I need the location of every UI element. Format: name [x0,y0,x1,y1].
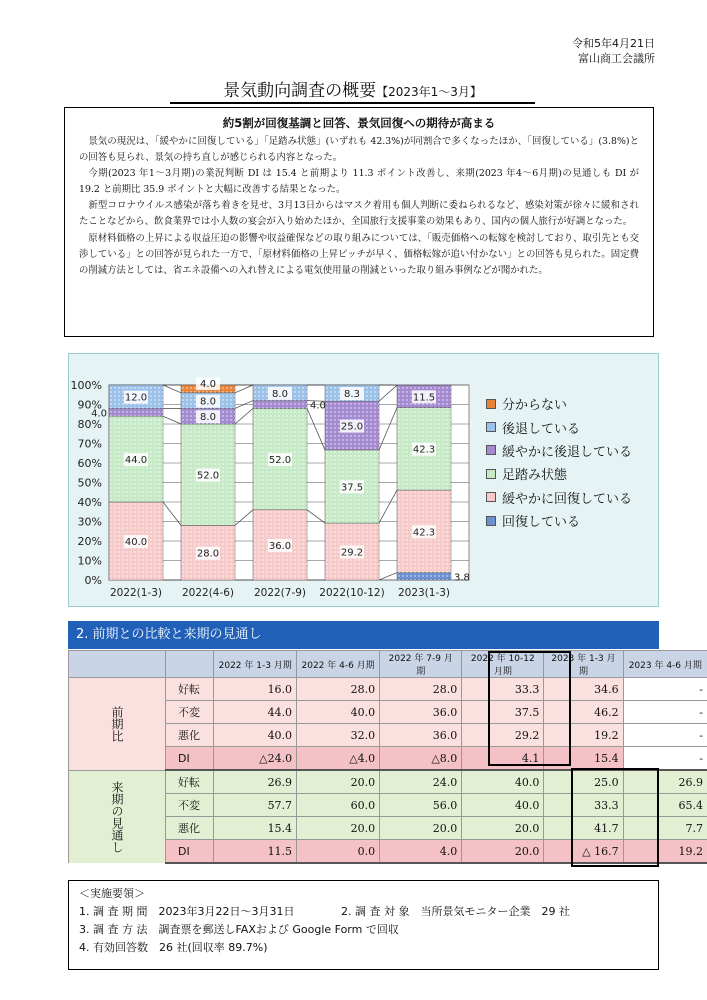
table-cell: 20.0 [462,817,544,840]
legend-swatch [486,492,496,502]
bar-segment-texture [109,408,163,416]
x-tick-label: 2022(4-6) [181,587,235,599]
table-cell: 40.0 [462,794,544,817]
table-cell: 57.7 [214,794,297,817]
table-cell: 60.0 [297,794,380,817]
table-cell: 36.0 [380,724,462,747]
table-cell: 4.1 [462,747,544,771]
table-cell: 26.9 [623,770,707,794]
legend-label: 回復している [502,515,581,531]
y-tick-label: 40% [77,496,102,509]
y-tick-label: 20% [77,535,102,548]
data-label: 28.0 [196,548,220,560]
page-title [170,76,535,104]
table-cell: 34.6 [544,678,623,701]
table-cell: △24.0 [214,747,297,771]
table-cell: 36.0 [380,701,462,724]
title-main: 景気動向調査の概要 [223,81,377,101]
legend-swatch [486,422,496,432]
table-cell: 33.3 [544,794,623,817]
row-label: DI [166,840,214,864]
table-cell: 40.0 [297,701,380,724]
table-cell: - [623,701,707,724]
data-label: 29.2 [340,547,364,559]
row-label: 好転 [166,678,214,701]
table-cell: 28.0 [297,678,380,701]
data-label: 8.3 [344,388,360,400]
legend-item [486,392,632,415]
row-label: DI [166,747,214,771]
table-cell: 32.0 [297,724,380,747]
data-label: 40.0 [124,537,148,548]
table-cell: 19.2 [544,724,623,747]
legend-swatch [486,516,496,526]
data-label: 4.0 [310,400,326,412]
y-tick-label: 90% [77,398,102,412]
table-cell: △4.0 [297,747,380,771]
table-cell: 44.0 [214,701,297,724]
date: 令和5年4月21日 [572,37,655,50]
header-corner [166,651,214,678]
table-cell: 46.2 [544,701,623,724]
legend-label: 足踏み状態 [502,468,568,484]
data-label: 42.3 [412,527,436,539]
row-group-label: 前期比 [69,678,166,771]
bar-segment-texture [253,401,307,409]
header-corner [69,651,166,678]
survey-period: 1. 調 査 期 間 2023年3月22日～3月31日 [79,905,295,918]
table-cell: 15.4 [214,817,297,840]
column-header: 2022 年 7-9 月期 [380,651,462,678]
data-label: 8.0 [200,412,216,424]
table-cell: - [623,724,707,747]
implementation-heading: ＜実施要領＞ [79,887,145,900]
table-cell: 28.0 [380,678,462,701]
y-tick-label: 70% [77,437,102,451]
x-tick-label: 2022(1-3) [109,587,163,599]
column-header: 2022 年 4-6 月期 [297,651,380,678]
data-label: 36.0 [268,540,292,552]
table-header-row [69,651,707,678]
y-tick-label: 60% [77,457,102,470]
table-cell: 19.2 [623,840,707,864]
data-label: 44.0 [124,455,148,467]
table-cell: - [623,678,707,701]
data-label: 3.8 [454,572,470,584]
data-label: 12.0 [124,392,148,404]
survey-target: 2. 調 査 対 象 当所景気モニター企業 29 社 [341,905,570,918]
table-cell: 25.0 [544,770,623,794]
row-label: 不変 [166,794,214,817]
table-cell: △8.0 [380,747,462,771]
table-cell: 41.7 [544,817,623,840]
summary-box [64,107,654,337]
table-cell: 20.0 [297,817,380,840]
table-cell: 26.9 [214,770,297,794]
table-cell: 33.3 [462,678,544,701]
summary-headline: 約5割が回復基調と回答、景気回復への期待が高まる [222,116,496,130]
next-period-highlight [571,768,659,867]
table-cell: 29.2 [462,724,544,747]
row-label: 悪化 [166,817,214,840]
chart-legend [486,392,632,532]
table-cell: 16.0 [214,678,297,701]
table-cell: 37.5 [462,701,544,724]
row-label: 悪化 [166,724,214,747]
implementation-box [68,880,659,970]
table-cell: △ 16.7 [544,840,623,864]
x-tick-label: 2023(1-3) [397,587,451,599]
summary-paragraph: 新型コロナウイルス感染が落ち着きを見せ、3月13日からはマスク着用も個人判断に委ねられるなど、感染対策が徐々に緩和されたことなどから、飲食業界では小人数の宴会が入り始めたほか、全国旅行支援事業の効果もあり、国内の個人旅行が好調となった。 [79,200,639,228]
data-label: 4.0 [91,408,107,420]
legend-label: 緩やかに後退している [502,444,633,460]
x-tick-label: 2022(7-9) [253,587,307,599]
summary-paragraph: 原材料価格の上昇による収益圧迫の影響や収益確保などの取り組みについては、「販売価格への転嫁を検討しており、取引先とも交渉している」との回答が見られた一方で、「原材料価格の上昇ピッチが早く、価格転嫁が追い付かない」との回答も見られた。固定費の削減方法としては、省エネ設備への入れ替えによる電気使用量の削減といった取り組み事例などが聞かれた。 [79,232,639,276]
row-label: 不変 [166,701,214,724]
table-cell: 24.0 [380,770,462,794]
legend-item [486,486,632,509]
column-header: 2022 年 1-3 月期 [214,651,297,678]
data-label: 8.0 [200,396,216,408]
legend-swatch [486,445,496,455]
table-cell: 15.4 [544,747,623,771]
table-cell: - [623,747,707,771]
bar-segment-texture [397,573,451,580]
row-label: 好転 [166,770,214,794]
table-cell: 65.4 [623,794,707,817]
legend-item [486,415,632,438]
section-title: 2. 前期との比較と来期の見通し [68,621,659,649]
data-label: 52.0 [196,470,220,482]
table-cell: 20.0 [462,840,544,864]
y-tick-label: 30% [77,515,102,529]
legend-label: 後退している [502,421,581,437]
data-label: 42.3 [412,444,436,456]
table-cell: 0.0 [297,840,380,864]
data-label: 11.5 [412,392,436,404]
data-label: 52.0 [268,455,292,467]
legend-item [486,462,632,485]
current-period-highlight [488,651,571,766]
table-cell: 20.0 [297,770,380,794]
table-cell: 40.0 [462,770,544,794]
data-label: 37.5 [340,482,364,494]
organization: 富山商工会議所 [578,52,655,65]
y-tick-label: 100% [70,379,102,392]
table-cell: 11.5 [214,840,297,864]
x-tick-label: 2022(10-12) [319,587,385,599]
summary-paragraph: 景気の現況は、「緩やかに回復している」「足踏み状態」(いずれも 42.3%)が同割合で多くなったほか、「回復している」(3.8%)との回答も見られ、景気の持ち直しが感じられる内容となった。 [79,136,639,164]
summary-paragraph: 今期(2023 年1～3月期)の業況判断 DI は 15.4 と前期より 11.3 ポイント改善し、来期(2023 年4～6月期)の見通しも DI が 19.2 と前期比 35.9 ポイントと大幅に改善する結果となった。 [79,168,639,196]
legend-item [486,439,632,462]
survey-method: 3. 調 査 方 法 調査票を郵送しFAXおよび Google Form で回収 [79,923,399,936]
legend-swatch [486,469,496,479]
table-cell: 20.0 [380,817,462,840]
table-cell: 40.0 [214,724,297,747]
table-cell: 56.0 [380,794,462,817]
column-header: 2023 年 1-3 月期 [544,651,623,678]
data-label: 4.0 [200,379,216,391]
legend-swatch [486,399,496,409]
legend-label: 分からない [502,398,568,414]
y-tick-label: 80% [77,418,102,431]
data-label: 8.0 [272,388,288,400]
title-period: 【2023年1～3月】 [376,85,482,99]
survey-responses: 4. 有効回答数 26 社(回収率 89.7%) [79,941,268,954]
data-label: 25.0 [340,421,364,433]
y-tick-label: 50% [77,476,102,490]
table-cell: 4.0 [380,840,462,864]
column-header: 2022 年 10-12 月期 [462,651,544,678]
column-header: 2023 年 4-6 月期 [623,651,707,678]
chart-panel [68,353,659,607]
legend-label: 緩やかに回復している [502,491,633,507]
table-row [69,678,707,701]
legend-item [486,509,632,532]
y-tick-label: 0% [84,574,102,587]
row-group-label: 来期の見通し [69,770,166,863]
y-tick-label: 10% [77,554,102,568]
table-cell: 7.7 [623,817,707,840]
